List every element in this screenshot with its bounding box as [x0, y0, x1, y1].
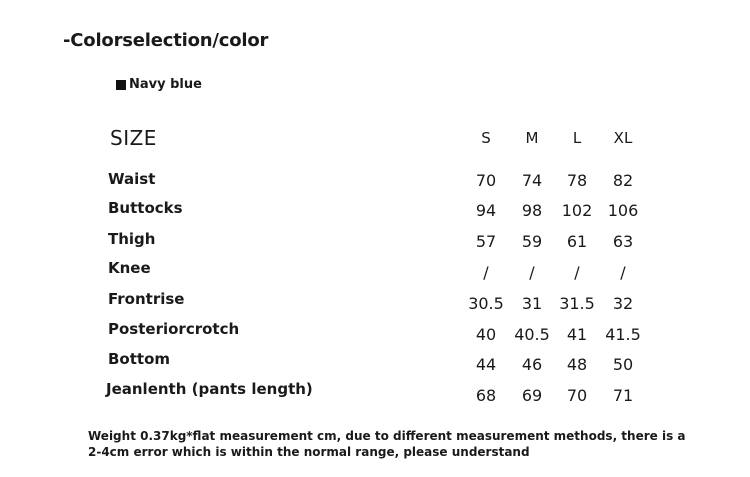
- row-label: Posteriorcrotch: [108, 320, 240, 338]
- table-cell: 57: [475, 232, 497, 251]
- row-label: Jeanlenth (pants length): [106, 380, 313, 398]
- row-label: Bottom: [108, 350, 171, 368]
- color-option: [116, 77, 202, 92]
- table-cell: 50: [612, 355, 634, 374]
- table-cell: 61: [566, 232, 588, 251]
- table-cell: 74: [521, 171, 543, 190]
- table-cell: 98: [521, 201, 543, 220]
- table-cell: 94: [475, 201, 497, 220]
- color-label: Navy blue: [129, 77, 202, 92]
- table-cell: 31: [521, 294, 543, 313]
- table-cell: /: [574, 263, 580, 282]
- table-cell: 69: [521, 386, 543, 405]
- color-swatch: [116, 80, 126, 90]
- column-header-xl: XL: [613, 129, 633, 147]
- row-label: Frontrise: [108, 290, 185, 308]
- table-cell: 31.5: [559, 294, 595, 313]
- measurement-note: Weight 0.37kg*flat measurement cm, due to different measurement methods, there is a 2-4cm error which is within the normal range, please understand: [88, 429, 686, 459]
- table-cell: 48: [566, 355, 588, 374]
- table-cell: 59: [521, 232, 543, 251]
- page-title: -Colorselection/color: [63, 30, 269, 51]
- column-header-m: M: [525, 129, 539, 147]
- table-cell: /: [529, 263, 535, 282]
- table-cell: 102: [561, 201, 593, 220]
- table-cell: 78: [566, 171, 588, 190]
- table-cell: 41.5: [605, 325, 641, 344]
- table-cell: 41: [566, 325, 588, 344]
- table-cell: 46: [521, 355, 543, 374]
- table-cell: /: [620, 263, 626, 282]
- table-cell: 70: [566, 386, 588, 405]
- table-cell: 44: [475, 355, 497, 374]
- table-cell: 106: [607, 201, 639, 220]
- table-cell: 30.5: [468, 294, 504, 313]
- row-label: Buttocks: [108, 199, 183, 217]
- table-cell: 63: [612, 232, 634, 251]
- row-label: Thigh: [108, 230, 156, 248]
- table-cell: 40.5: [514, 325, 550, 344]
- table-cell: /: [483, 263, 489, 282]
- table-cell: 68: [475, 386, 497, 405]
- row-label: Knee: [108, 259, 151, 277]
- size-header: SIZE: [110, 126, 157, 150]
- table-cell: 70: [475, 171, 497, 190]
- table-cell: 82: [612, 171, 634, 190]
- table-cell: 40: [475, 325, 497, 344]
- row-label: Waist: [108, 170, 156, 188]
- column-header-l: L: [572, 129, 582, 147]
- table-cell: 32: [612, 294, 634, 313]
- table-cell: 71: [612, 386, 634, 405]
- column-header-s: S: [481, 129, 491, 147]
